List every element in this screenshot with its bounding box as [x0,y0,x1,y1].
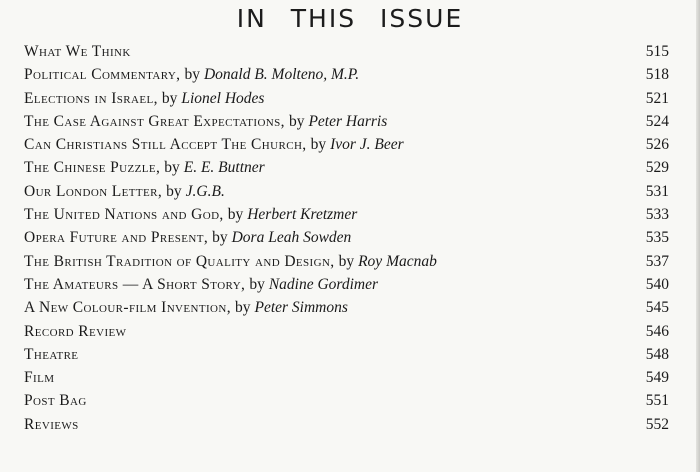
toc-entry [24,159,669,182]
entry-title: Political Commentary, [24,66,181,84]
toc-entry [24,66,669,89]
toc-entry [24,229,669,252]
entry-page-number: 521 [645,89,669,107]
entry-author: Roy Macnab [358,252,437,270]
entry-by: by [184,66,200,84]
toc-entry [24,346,669,369]
toc-entry [24,136,669,159]
entry-by: by [227,206,244,224]
toc-entry [24,369,669,392]
entry-title: What We Think [24,43,131,60]
page-edge [696,0,700,472]
entry-page-number: 549 [645,369,669,387]
entry-page-number: 518 [645,66,669,84]
entry-title: Post Bag [24,392,87,410]
entry-title: Opera Future and Present, [24,229,209,247]
entry-title: Can Christians Still Accept The Church, [24,136,307,154]
entry-page-number: 537 [645,252,669,270]
entry-page-number: 546 [645,322,669,340]
entry-by: by [166,182,182,200]
entry-title: The Chinese Puzzle, [24,159,161,177]
entry-by: by [338,252,355,270]
entry-page-number: 529 [645,159,669,177]
entry-author: E. E. Buttner [183,159,265,177]
toc-entry [24,43,669,66]
entry-page-number: 548 [645,345,669,363]
entry-title: The Amateurs — A Short Story, [24,275,246,293]
entry-by: by [288,112,305,130]
entry-by: by [310,136,327,154]
toc-entry [24,299,669,322]
entry-by: by [164,159,180,177]
entry-page-number: 552 [645,415,669,433]
toc-entry [24,183,669,206]
entry-author: Donald B. Molteno, M.P. [203,66,360,84]
entry-page-number: 540 [645,275,669,293]
entry-page-number: 524 [645,112,669,130]
entry-page-number: 531 [645,182,669,200]
entry-author: Nadine Gordimer [268,275,379,293]
toc-entry [24,90,669,113]
table-of-contents [24,43,669,439]
toc-entry [24,253,669,276]
entry-author: Herbert Kretzmer [247,206,358,224]
entry-title: The Case Against Great Expectations, [24,112,285,130]
entry-title: Film [24,369,55,387]
entry-title: A New Colour-film Invention, [24,299,231,317]
entry-author: Ivor J. Beer [330,136,404,154]
entry-title: Our London Letter, [24,182,163,200]
entry-by: by [212,229,228,247]
entry-author: Peter Harris [308,112,388,130]
entry-title: Theatre [24,345,79,363]
entry-author: J.G.B. [185,182,225,200]
entry-by: by [234,299,251,317]
entry-page-number: 551 [645,392,669,410]
entry-by: by [249,275,265,293]
entry-title: Reviews [24,415,79,433]
toc-entry [24,323,669,346]
entry-page-number: 545 [645,299,669,317]
entry-author: Lionel Hodes [181,89,265,107]
entry-page-number: 526 [645,136,669,154]
entry-title: Elections in Israel, [24,89,158,107]
toc-entry [24,206,669,229]
entry-by: by [161,89,178,107]
entry-author: Dora Leah Sowden [231,229,352,247]
entry-page-number: 535 [645,229,669,247]
toc-entry [24,276,669,299]
entry-page-number: 533 [645,206,669,224]
entry-title: The United Nations and God, [24,206,224,224]
entry-title: Record Review [24,322,127,340]
entry-page-number: 515 [645,43,669,60]
entry-title: The British Tradition of Quality and Design, [24,252,335,270]
entry-author: Peter Simmons [254,299,348,317]
toc-entry [24,113,669,136]
toc-entry [24,392,669,415]
page-heading: IN THIS ISSUE [236,4,464,33]
toc-entry [24,416,669,439]
